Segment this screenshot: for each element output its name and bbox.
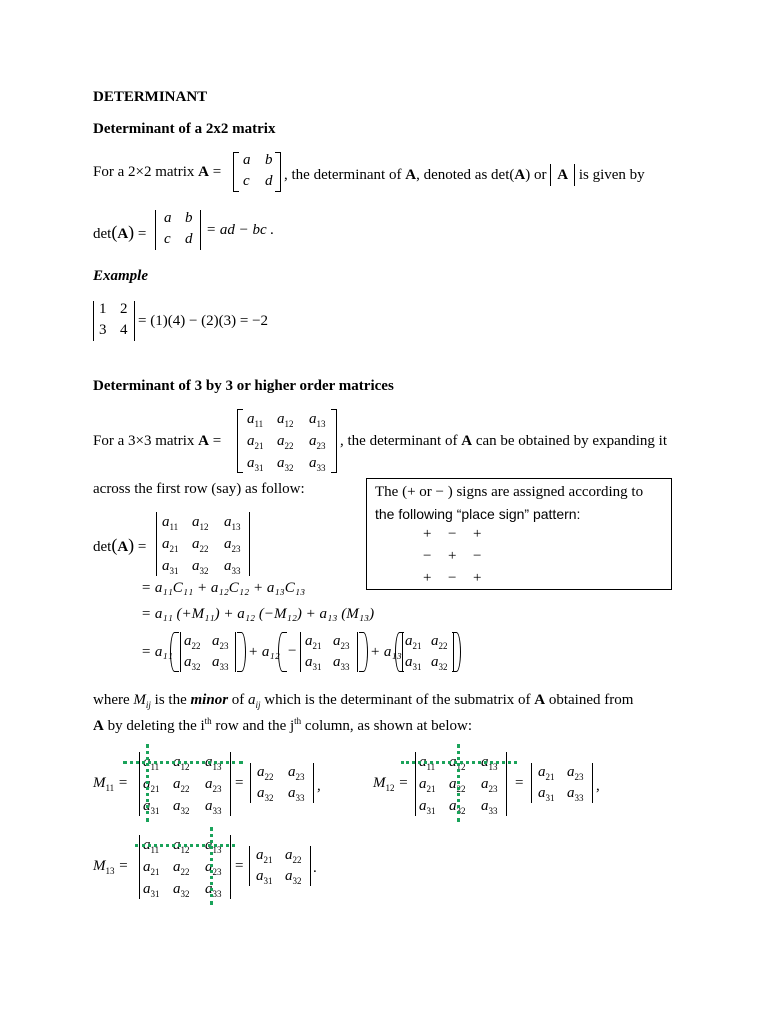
M11-label: $M_{11}$ = (93, 775, 129, 793)
deleted-col-line (210, 827, 213, 905)
text: 1 (99, 301, 107, 317)
page-title: DETERMINANT (93, 89, 208, 105)
text: M (93, 858, 106, 874)
M13-eq: = (235, 858, 244, 874)
sign: + (423, 526, 432, 542)
sign: − (423, 548, 432, 564)
text: where (93, 692, 130, 708)
text: 13 (105, 866, 115, 876)
text: M (133, 692, 146, 708)
deleted-col-line (457, 744, 460, 822)
text: M (93, 775, 106, 791)
across-text: across the first row (say) as follow: (93, 481, 305, 497)
text: A (198, 164, 209, 180)
M11-comma: , (317, 778, 321, 794)
text: , the determinant of (284, 167, 402, 183)
text: 2 (120, 301, 128, 317)
text: 3×3 (128, 433, 152, 449)
det-3x3-matrix: $a_{11}$ $a_{12}$ $a_{13}$ $a_{21}$ $a_{22}$ $a_{23}$ $a_{31}$ $a_{32}$ $a_{33}$ (156, 512, 250, 576)
text: For a (93, 164, 125, 180)
text: a (248, 692, 256, 708)
note-line2: the following “place sign” pattern: (375, 506, 581, 522)
sign: − (448, 526, 457, 542)
minor-M11-inline: $a_{22}$ $a_{23}$ $a_{32}$ $a_{33}$ (170, 632, 246, 672)
text: ) or (525, 167, 547, 183)
expansion-line-1: = a₁₁C₁₁ + a₁₂C₁₂ + a₁₃C₁₃ (141, 580, 306, 596)
text: A (405, 167, 417, 183)
text: th (204, 716, 212, 726)
text: det (93, 226, 112, 242)
text: A (461, 433, 473, 449)
det-2x2-matrix (155, 210, 201, 250)
text: 4 (120, 322, 128, 338)
deleted-row-line (135, 844, 235, 847)
M12-eq: = (515, 775, 524, 791)
det-2x2-result: = ad − bc . (206, 222, 275, 238)
sign: − (473, 548, 482, 564)
M12-full-matrix: $a_{11}$ $a_{12}$ $a_{13}$ $a_{21}$ $a_{22}$ $a_{23}$ $a_{31}$ $a_{32}$ $a_{33}$ (415, 752, 507, 816)
text: , the determinant of (340, 433, 458, 449)
text: c (243, 173, 250, 189)
text: matrix (155, 433, 195, 449)
M13-full-matrix: $a_{11}$ $a_{12}$ $a_{13}$ $a_{21}$ $a_{22}$ $a_{23}$ $a_{31}$ $a_{32}$ $a_{33}$ (139, 835, 231, 899)
M11-minor: $a_{22}$ $a_{23}$ $a_{32}$ $a_{33}$ (250, 763, 314, 803)
M13-minor: $a_{21}$ $a_{22}$ $a_{31}$ $a_{32}$ (249, 846, 311, 886)
text: A (117, 539, 129, 555)
minor-definition-line2 (93, 716, 472, 735)
text: M (373, 775, 386, 791)
intro-2x2-b (284, 164, 645, 186)
text: ij (255, 700, 261, 710)
text: a (164, 210, 172, 226)
text: row and the j (215, 718, 295, 734)
text: ij (145, 700, 151, 710)
sign: + (448, 548, 457, 564)
M11-eq: = (235, 775, 244, 791)
text: A (534, 692, 546, 708)
text: of (231, 692, 245, 708)
matrix-3x3-A: $a_{11}$ $a_{12}$ $a_{13}$ $a_{21}$ $a_{22}$ $a_{23}$ $a_{31}$ $a_{32}$ $a_{33}$ (237, 409, 337, 473)
text: by deleting the i (107, 718, 205, 734)
text: A (93, 718, 104, 734)
minor-definition-line1 (93, 692, 633, 710)
minor-M13-inline: $a_{21}$ $a_{22}$ $a_{31}$ $a_{32}$ (395, 632, 461, 672)
text: − (288, 643, 297, 659)
M13-label: $M_{13}$ = (93, 858, 129, 876)
text: matrix (155, 164, 195, 180)
sign: + (473, 526, 482, 542)
matrix-2x2-A (233, 152, 281, 192)
text: For a (93, 433, 125, 449)
text: d (185, 231, 193, 247)
text: d (265, 173, 273, 189)
M11-full-matrix: $a_{11}$ $a_{12}$ $a_{13}$ $a_{21}$ $a_{22}$ $a_{23}$ $a_{31}$ $a_{32}$ $a_{33}$ (139, 752, 231, 816)
expansion-line-2: = a₁₁ (+M₁₁) + a₁₂ (−M₁₂) + a₁₃ (M₁₃) (141, 606, 375, 622)
section-heading-3x3: Determinant of 3 by 3 or higher order matrices (93, 378, 394, 394)
sign: − (448, 570, 457, 586)
deleted-col-line (146, 744, 149, 822)
intro-3x3-b (340, 433, 667, 450)
text: c (164, 231, 171, 247)
text: 11 (105, 783, 115, 793)
det-2x2-label: det(A) = (93, 222, 147, 242)
example-result: = (1)(4) − (2)(3) = −2 (138, 313, 269, 329)
M12-label: $M_{12}$ = (373, 775, 409, 793)
text: 3 (99, 322, 107, 338)
expansion-line-3-a13: + a₁₃ (370, 644, 402, 660)
section-heading-2x2: Determinant of a 2x2 matrix (93, 121, 276, 137)
M12-minor: $a_{21}$ $a_{23}$ $a_{31}$ $a_{33}$ (531, 763, 593, 803)
text: is the (154, 692, 187, 708)
text: th (294, 716, 302, 726)
text: A (198, 433, 209, 449)
text: 2×2 (128, 164, 152, 180)
text: 12 (385, 783, 395, 793)
intro-3x3-a: For a 3×3 matrix A = (93, 433, 222, 449)
example-label: Example (93, 268, 148, 284)
text: is given by (578, 167, 645, 183)
M12-comma: , (596, 778, 600, 794)
text: , denoted as det( (416, 167, 515, 183)
text: det (93, 539, 112, 555)
intro-2x2-a: For a 2×2 matrix A = (93, 164, 222, 180)
text: can be obtained by expanding it (475, 433, 668, 449)
deleted-row-line (123, 761, 243, 764)
text: which is the determinant of the submatrix of (264, 692, 531, 708)
note-line1: The (+ or − ) signs are assigned according to (375, 484, 644, 500)
sign: + (423, 570, 432, 586)
text: A (514, 167, 526, 183)
text: obtained from (548, 692, 634, 708)
sign: + (473, 570, 482, 586)
text: minor (190, 692, 229, 708)
text: b (265, 152, 273, 168)
text: b (185, 210, 193, 226)
M13-period: . (313, 860, 317, 876)
text: column, as shown at below: (304, 718, 472, 734)
sign-pattern-note (366, 478, 672, 590)
text: A (117, 226, 129, 242)
expansion-line-3-a11: = a₁₁ (141, 644, 173, 660)
text: A (557, 167, 569, 183)
det-3x3-label: det(A) = (93, 535, 147, 555)
expansion-line-3-a12: + a₁₂ (248, 644, 280, 660)
text: a (243, 152, 251, 168)
minor-M12-inline: − $a_{21}$ $a_{23}$ $a_{31}$ $a_{33}$ (278, 632, 368, 672)
example-matrix (93, 301, 135, 341)
